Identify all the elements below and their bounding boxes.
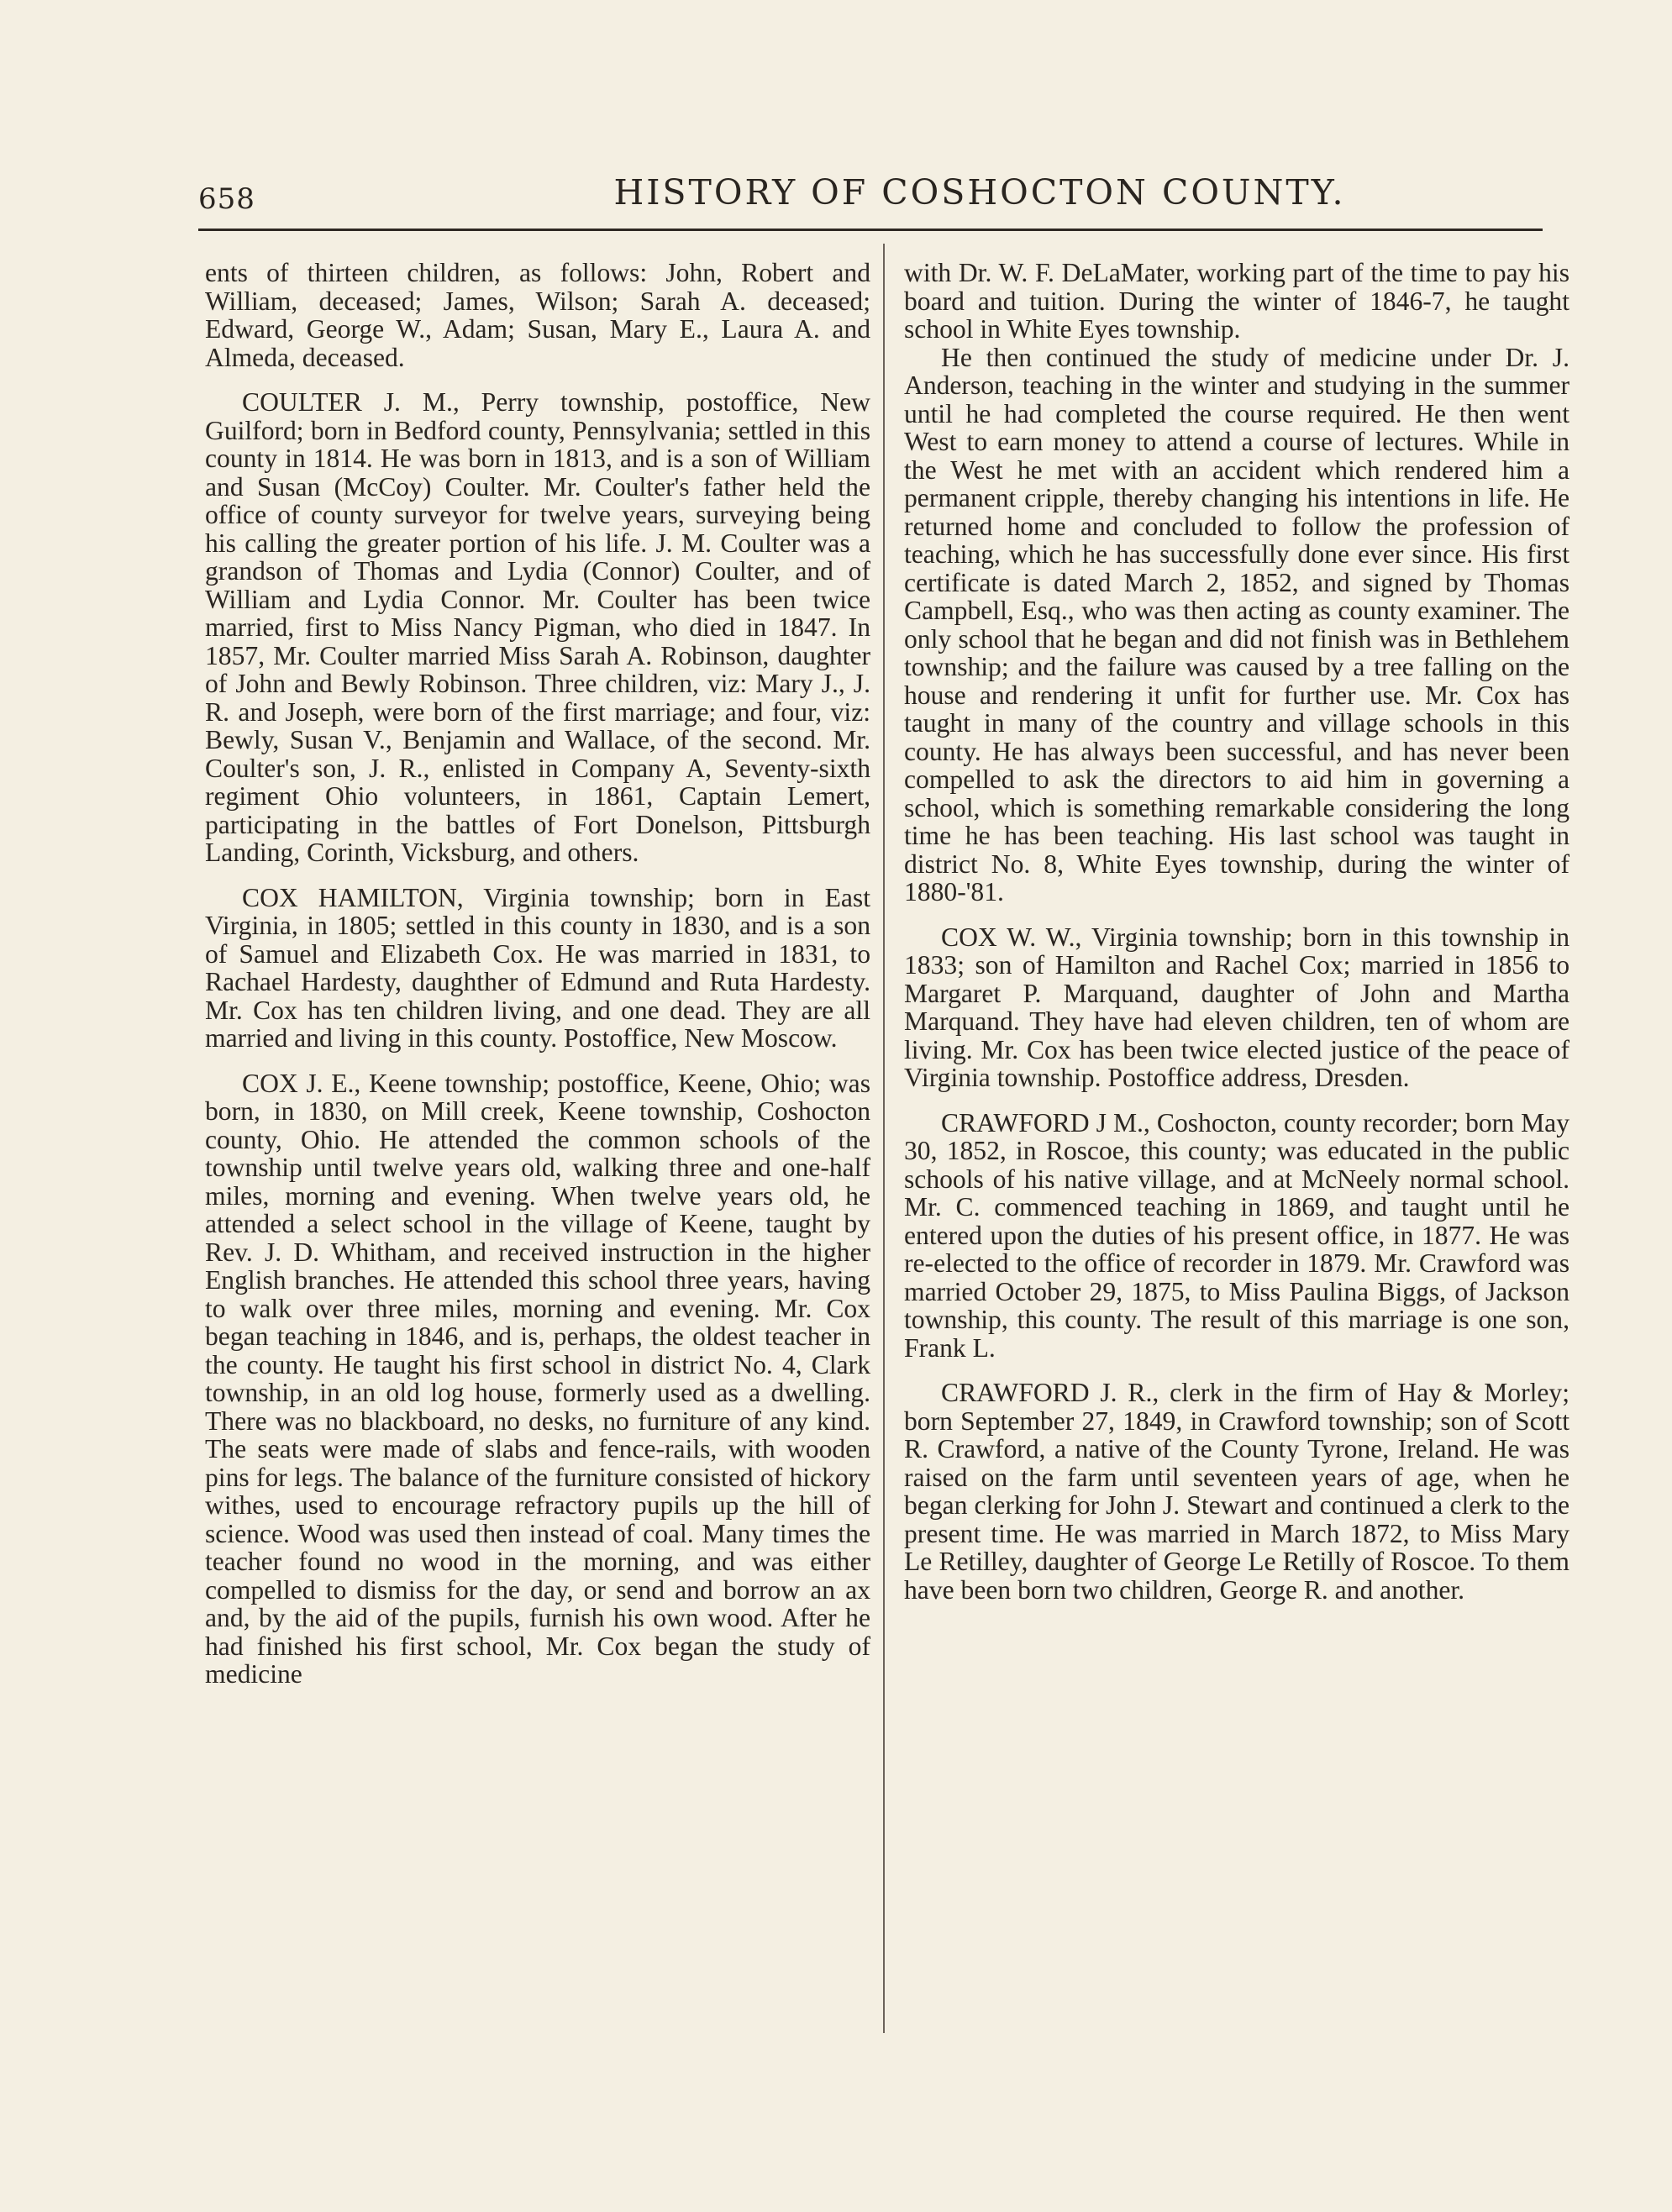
- entry-cox-je-continued: with Dr. W. F. DeLaMater, working part of the time to pay his board and tuition. During the winter of 1846-7, he taught school in White Eyes township.: [904, 258, 1569, 344]
- entry-cox-ww: COX W. W., Virginia township; born in this township in 1833; son of Hamilton and Rachel Cox; married in 1856 to Margaret P. Marquand, daughter of John and Martha Marquand. They have had eleven children, ten of whom are living. Mr. Cox has been twice elected justice of the peace of Virginia township. Postoffice address, Dresden.: [904, 922, 1569, 1092]
- entry-crawford-jm: CRAWFORD J M., Coshocton, county recorder; born May 30, 1852, in Roscoe, this county; was educated in the public schools of his native village, and at McNeely normal school. Mr. C. commenced teaching in 1869, and taught until he entered upon the duties of his present office, in 1877. He was re-elected to the office of recorder in 1879. Mr. Crawford was married October 29, 1875, to Miss Paulina Biggs, of Jackson township, this county. The result of this marriage is one son, Frank L.: [904, 1107, 1569, 1363]
- left-column: [205, 259, 870, 1689]
- running-head: HISTORY OF COSHOCTON COUNTY.: [613, 172, 1346, 213]
- right-column: [904, 259, 1569, 1604]
- header-rule: [198, 229, 1543, 231]
- page-number: 658: [198, 182, 255, 216]
- entry-cox-hamilton: COX HAMILTON, Virginia township; born in East Virginia, in 1805; settled in this county in 1830, and is a son of Samuel and Elizabeth Cox. He was married in 1831, to Rachael Hardesty, daughther of Edmund and Ruta Hardesty. Mr. Cox has ten children living, and one dead. They are all married and living in this county. Postoffice, New Moscow.: [205, 882, 870, 1053]
- entry-cox-je: COX J. E., Keene township; postoffice, Keene, Ohio; was born, in 1830, on Mill creek, Keene township, Coshocton county, Ohio. He attended the common schools of the township until twelve years old, walking three and one-half miles, morning and evening. When twelve years old, he attended a select school in the village of Keene, taught by Rev. J. D. Whitham, and received instruction in the higher English branches. He attended this school three years, having to walk over three miles, morning and evening. Mr. Cox began teaching in 1846, and is, perhaps, the oldest teacher in the county. He taught his first school in district No. 4, Clark township, in an old log house, formerly used as a dwelling. There was no blackboard, no desks, no furniture of any kind. The seats were made of slabs and fence-rails, with wooden pins for legs. The balance of the furniture consisted of hickory withes, used to encourage refractory pupils up the hill of science. Wood was used then instead of coal. Many times the teacher found no wood in the morning, and was either compelled to dismiss for the day, or send and borrow an ax and, by the aid of the pupils, furnish his own wood. After he had finished his first school, Mr. Cox began the study of medicine: [205, 1068, 870, 1689]
- entry-crawford-jr: CRAWFORD J. R., clerk in the firm of Hay & Morley; born September 27, 1849, in Crawford township; son of Scott R. Crawford, a native of the County Tyrone, Ireland. He was raised on the farm until seventeen years of age, when he began clerking for John J. Stewart and continued a clerk to the present time. He was married in March 1872, to Miss Mary Le Retilley, daughter of George Le Retilly of Roscoe. To them have been born two children, George R. and another.: [904, 1378, 1569, 1605]
- paragraph-continuation: ents of thirteen children, as follows: John, Robert and William, deceased; James, Wilson; Sarah A. deceased; Edward, George W., Adam; Susan, Mary E., Laura A. and Almeda, deceased.: [205, 258, 870, 372]
- entry-coulter-jm: COULTER J. M., Perry township, postoffice, New Guilford; born in Bedford county, Pennsylvania; settled in this county in 1814. He was born in 1813, and is a son of William and Susan (McCoy) Coulter. Mr. Coulter's father held the office of county surveyor for twelve years, surveying being his calling the greater portion of his life. J. M. Coulter was a grandson of Thomas and Lydia (Connor) Coulter, and of William and Lydia Connor. Mr. Coulter has been twice married, first to Miss Nancy Pigman, who died in 1847. In 1857, Mr. Coulter married Miss Sarah A. Robinson, daughter of John and Bewly Robinson. Three children, viz: Mary J., J. R. and Joseph, were born of the first marriage; and four, viz: Bewly, Susan V., Benjamin and Wallace, of the second. Mr. Coulter's son, J. R., enlisted in Company A, Seventy-sixth regiment Ohio volunteers, in 1861, Captain Lemert, participating in the battles of Fort Donelson, Pittsburgh Landing, Corinth, Vicksburg, and others.: [205, 387, 870, 867]
- page-header: [198, 172, 1543, 223]
- paragraph-cox-je-medicine: He then continued the study of medicine under Dr. J. Anderson, teaching in the winter and studying in the summer until he had completed the course required. He then went West to earn money to attend a course of lectures. While in the West he met with an accident which rendered him a permanent cripple, thereby changing his intentions in life. He returned home and concluded to follow the profession of teaching, which he has successfully done ever since. His first certificate is dated March 2, 1852, and signed by Thomas Campbell, Esq., who was then acting as county examiner. The only school that he began and did not finish was in Bethlehem township; and the failure was caused by a tree falling on the house and rendering it unfit for further use. Mr. Cox has taught in many of the country and village schools in this county. He has always been successful, and has never been compelled to ask the directors to aid him in governing a school, which is something remarkable considering the long time he has been teaching. His last school was taught in district No. 8, White Eyes township, during the winter of 1880-'81.: [904, 342, 1569, 906]
- column-divider: [883, 244, 885, 2033]
